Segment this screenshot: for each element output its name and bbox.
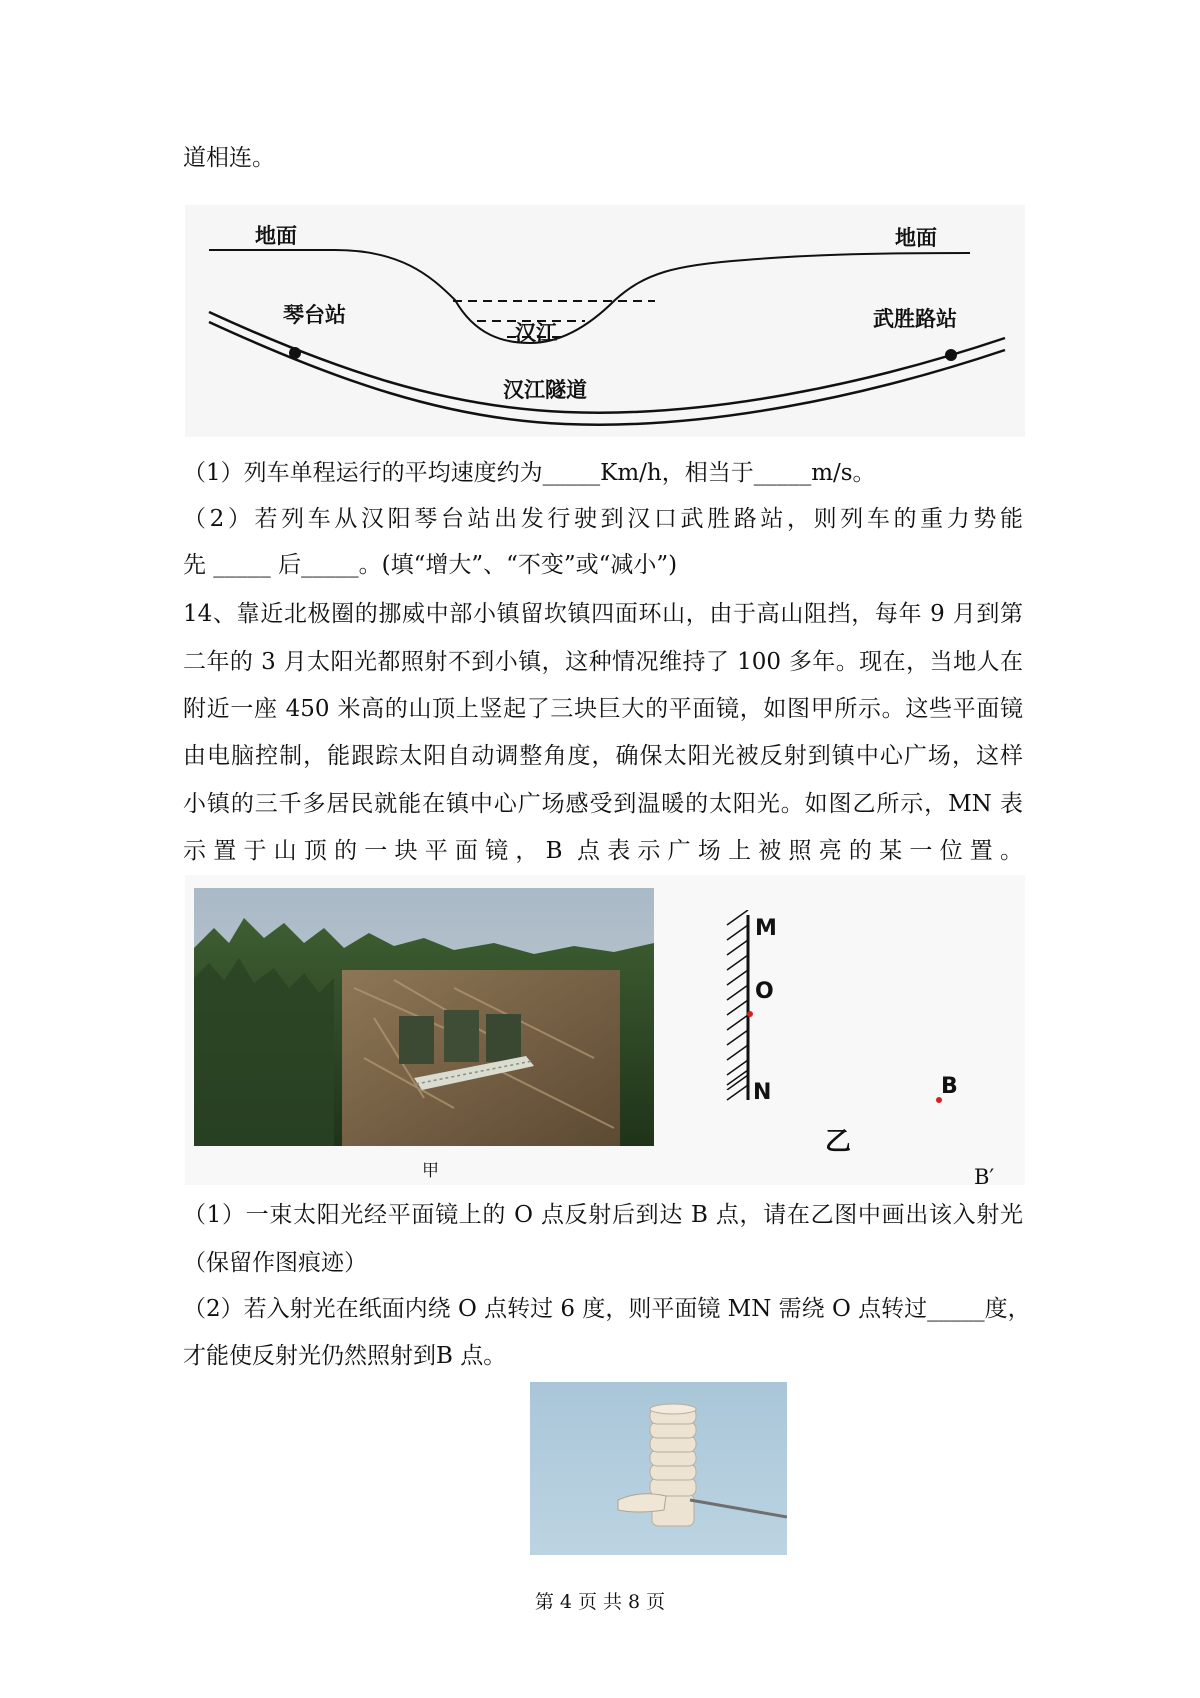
label-station-right: 武胜路站 bbox=[873, 307, 957, 331]
label-o: O bbox=[755, 979, 774, 1004]
page-footer: 第 4 页 共 8 页 bbox=[534, 1591, 666, 1613]
question-13-1: （1）列车单程运行的平均速度约为_____Km/h，相当于_____m/s。 bbox=[183, 460, 876, 486]
question-14-stem: 14、靠近北极圈的挪威中部小镇留坎镇四面环山，由于高山阻挡，每年 9 月到第 bbox=[183, 601, 1023, 627]
point-o bbox=[747, 1011, 753, 1017]
label-tunnel: 汉江隧道 bbox=[503, 378, 587, 402]
mirror-hatching bbox=[727, 910, 748, 1090]
tunnel-diagram bbox=[185, 205, 1025, 437]
text-line-continuation: 道相连。 bbox=[183, 145, 275, 171]
question-13-2: （2）若列车从汉阳琴台站出发行驶到汉口武胜路站，则列车的重力势能 bbox=[183, 506, 1023, 532]
label-b-prime: B′ bbox=[974, 1165, 995, 1189]
label-m: M bbox=[755, 916, 777, 941]
station-dot-left bbox=[289, 347, 301, 359]
mirror-diagram bbox=[705, 910, 1005, 1090]
question-14-1: （1）一束太阳光经平面镜上的 O 点反射后到达 B 点，请在乙图中画出该入射光 bbox=[183, 1202, 1023, 1228]
question-14-stem: 示置于山顶的一块平面镜，B 点表示广场上被照亮的某一位置。 bbox=[183, 838, 1023, 864]
question-14-2: （2）若入射光在纸面内绕 O 点转过 6 度，则平面镜 MN 需绕 O 点转过_____度， bbox=[183, 1296, 1031, 1322]
label-river: 汉江 bbox=[515, 321, 557, 345]
label-n: N bbox=[753, 1080, 772, 1105]
question-13-2-cont: 先 _____ 后_____。(填“增大”、“不变”或“减小”) bbox=[183, 552, 678, 578]
question-14-stem: 二年的 3 月太阳光都照射不到小镇，这种情况维持了 100 多年。现在，当地人在 bbox=[183, 649, 1023, 675]
station-dot-right bbox=[945, 349, 957, 361]
question-14-stem: 由电脑控制，能跟踪太阳自动调整角度，确保太阳光被反射到镇中心广场，这样 bbox=[183, 743, 1023, 769]
coin-stack-photo bbox=[530, 1382, 787, 1555]
label-ground-left: 地面 bbox=[255, 224, 297, 248]
mirror-photo bbox=[194, 888, 654, 1146]
label-station-left: 琴台站 bbox=[283, 303, 346, 327]
question-14-1-cont: （保留作图痕迹） bbox=[183, 1250, 367, 1276]
caption-yi: 乙 bbox=[825, 1127, 852, 1157]
caption-jia: 甲 bbox=[422, 1161, 439, 1181]
label-ground-right: 地面 bbox=[895, 226, 937, 250]
question-14-stem: 附近一座 450 米高的山顶上竖起了三块巨大的平面镜，如图甲所示。这些平面镜 bbox=[183, 696, 1023, 722]
label-b: B bbox=[941, 1074, 958, 1099]
mirror-diagram-lower bbox=[705, 1070, 1005, 1180]
question-14-stem: 小镇的三千多居民就能在镇中心广场感受到温暖的太阳光。如图乙所示，MN 表 bbox=[183, 791, 1023, 817]
question-14-2-cont: 才能使反射光仍然照射到B 点。 bbox=[183, 1343, 507, 1369]
